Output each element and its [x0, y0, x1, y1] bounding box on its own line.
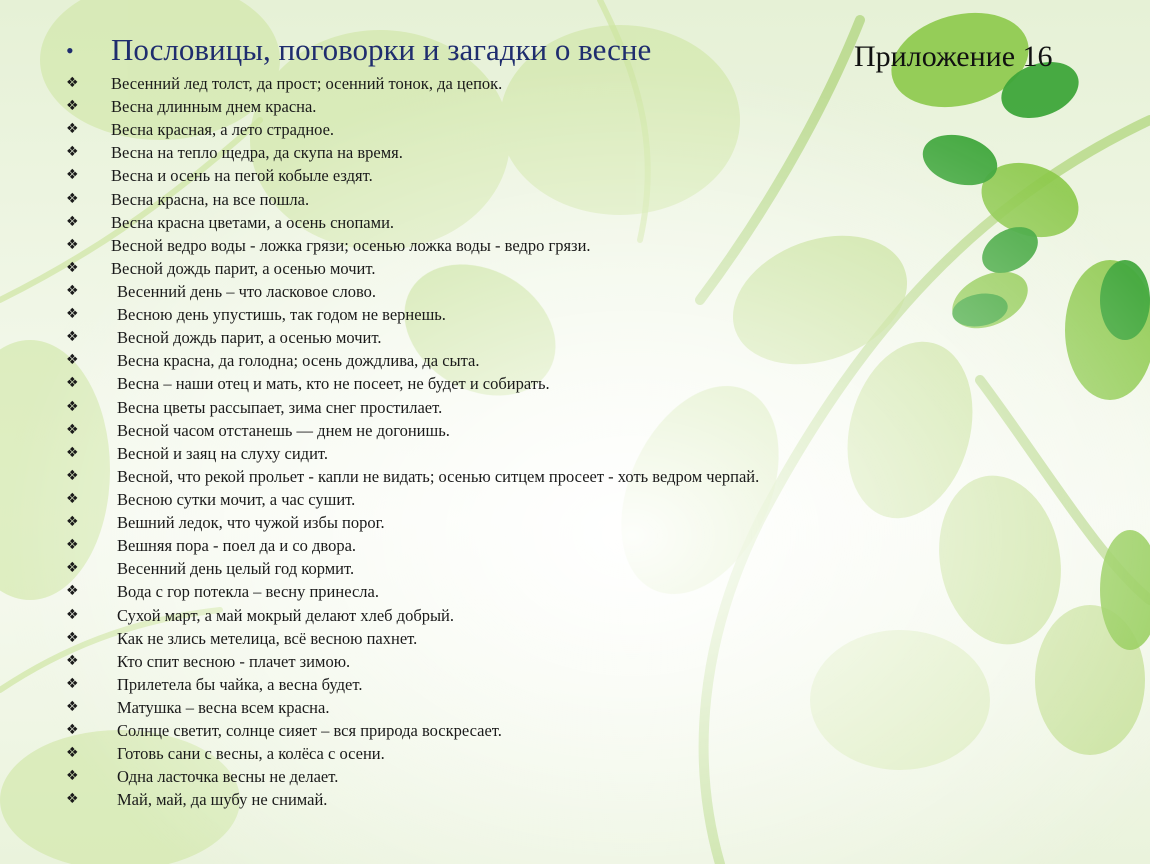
list-item-text: Кто спит весною - плачет зимою. — [117, 651, 351, 671]
diamond-dots-icon: ❖ — [66, 236, 79, 253]
list-item-text: Весна красна, на все пошла. — [111, 189, 310, 209]
diamond-dots-icon: ❖ — [66, 282, 79, 299]
diamond-dots-icon: ❖ — [66, 75, 79, 91]
list-item-text: Весной и заяц на слуху сидит. — [117, 443, 328, 463]
list-item-text: Весна на тепло щедра, да скупа на время. — [111, 143, 403, 163]
list-item-text: Весною сутки мочит, а час сушит. — [117, 489, 356, 509]
list-item-text: Сухой март, а май мокрый делают хлеб добрый. — [117, 605, 455, 625]
diamond-dots-icon: ❖ — [66, 306, 79, 323]
diamond-dots-icon: ❖ — [66, 514, 79, 531]
diamond-dots-icon: ❖ — [66, 698, 79, 715]
slide-title: Пословицы, поговорки и загадки о весне — [111, 32, 652, 67]
list-item-text: Вешняя пора - поел да и со двора. — [117, 536, 357, 556]
diamond-dots-icon: ❖ — [66, 675, 79, 692]
list-item-text: Прилетела бы чайка, а весна будет. — [117, 674, 363, 694]
diamond-dots-icon: ❖ — [66, 768, 79, 785]
diamond-dots-icon: ❖ — [66, 144, 79, 161]
diamond-dots-icon: ❖ — [66, 560, 79, 577]
diamond-dots-icon: ❖ — [66, 791, 79, 808]
list-item-text: Весною день упустишь, так годом не вернешь. — [117, 305, 446, 325]
list-item-text: Весна – наши отец и мать, кто не посеет, не будет и собирать. — [117, 374, 550, 394]
list-item-text: Матушка – весна всем красна. — [117, 697, 330, 717]
diamond-dots-icon: ❖ — [66, 352, 79, 369]
list-item-text: Весенний день – что ласковое слово. — [117, 281, 377, 301]
list-item-text: Вешний ледок, что чужой избы порог. — [117, 513, 385, 533]
list-item-text: Весной часом отстанешь — днем не догонишь. — [117, 420, 450, 440]
diamond-dots-icon: ❖ — [66, 98, 79, 115]
title-bullet: • — [66, 38, 74, 63]
diamond-dots-icon: ❖ — [66, 652, 79, 669]
diamond-dots-icon: ❖ — [66, 121, 79, 138]
diamond-dots-icon: ❖ — [66, 329, 79, 346]
list-item-text: Весна красна, да голодна; осень дождлива, да сыта. — [117, 351, 480, 371]
list-item-text: Как не злись метелица, всё весною пахнет. — [117, 628, 418, 648]
diamond-dots-icon: ❖ — [66, 259, 79, 276]
appendix-label: Приложение 16 — [854, 40, 1053, 73]
list-item-text: Весенний лед толст, да прост; осенний тонок, да цепок. — [111, 74, 503, 93]
list-item-text: Одна ласточка весны не делает. — [117, 767, 339, 787]
diamond-dots-icon: ❖ — [66, 444, 79, 461]
list-item-text: Весна красна цветами, а осень снопами. — [111, 212, 395, 232]
list-item-text: Весна красная, а лето страдное. — [111, 120, 335, 140]
diamond-dots-icon: ❖ — [66, 583, 79, 600]
diamond-dots-icon: ❖ — [66, 167, 79, 184]
diamond-dots-icon: ❖ — [66, 190, 79, 207]
list-item-text: Вода с гор потекла – весну принесла. — [117, 582, 379, 602]
diamond-dots-icon: ❖ — [66, 722, 79, 739]
list-item-text: Весной, что рекой прольет - капли не видать; осенью ситцем просеет - хоть ведром черпай. — [117, 466, 760, 486]
diamond-dots-icon: ❖ — [66, 398, 79, 415]
diamond-dots-icon: ❖ — [66, 745, 79, 762]
diamond-dots-icon: ❖ — [66, 490, 79, 507]
diamond-dots-icon: ❖ — [66, 213, 79, 230]
list-item-text: Весна длинным днем красна. — [111, 97, 317, 117]
list-item-text: Весна и осень на пегой кобыле ездят. — [111, 166, 373, 186]
list-item-text: Готовь сани с весны, а колёса с осени. — [117, 744, 385, 764]
diamond-dots-icon: ❖ — [66, 467, 79, 484]
list-item-text: Весной дождь парит, а осенью мочит. — [111, 258, 376, 278]
diamond-dots-icon: ❖ — [66, 537, 79, 554]
list-item-text: Весной ведро воды - ложка грязи; осенью ложка воды - ведро грязи. — [111, 235, 591, 255]
diamond-dots-icon: ❖ — [66, 606, 79, 623]
diamond-dots-icon: ❖ — [66, 629, 79, 646]
list-item-text: Весной дождь парит, а осенью мочит. — [117, 328, 382, 348]
list-item-text: Май, май, да шубу не снимай. — [117, 790, 328, 810]
list-item-text: Солнце светит, солнце сияет – вся природа воскресает. — [117, 721, 502, 741]
diamond-dots-icon: ❖ — [66, 421, 79, 438]
list-item-text: Весенний день целый год кормит. — [117, 559, 355, 579]
list-item-text: Весна цветы рассыпает, зима снег простилает. — [117, 397, 443, 417]
diamond-dots-icon: ❖ — [66, 375, 79, 392]
